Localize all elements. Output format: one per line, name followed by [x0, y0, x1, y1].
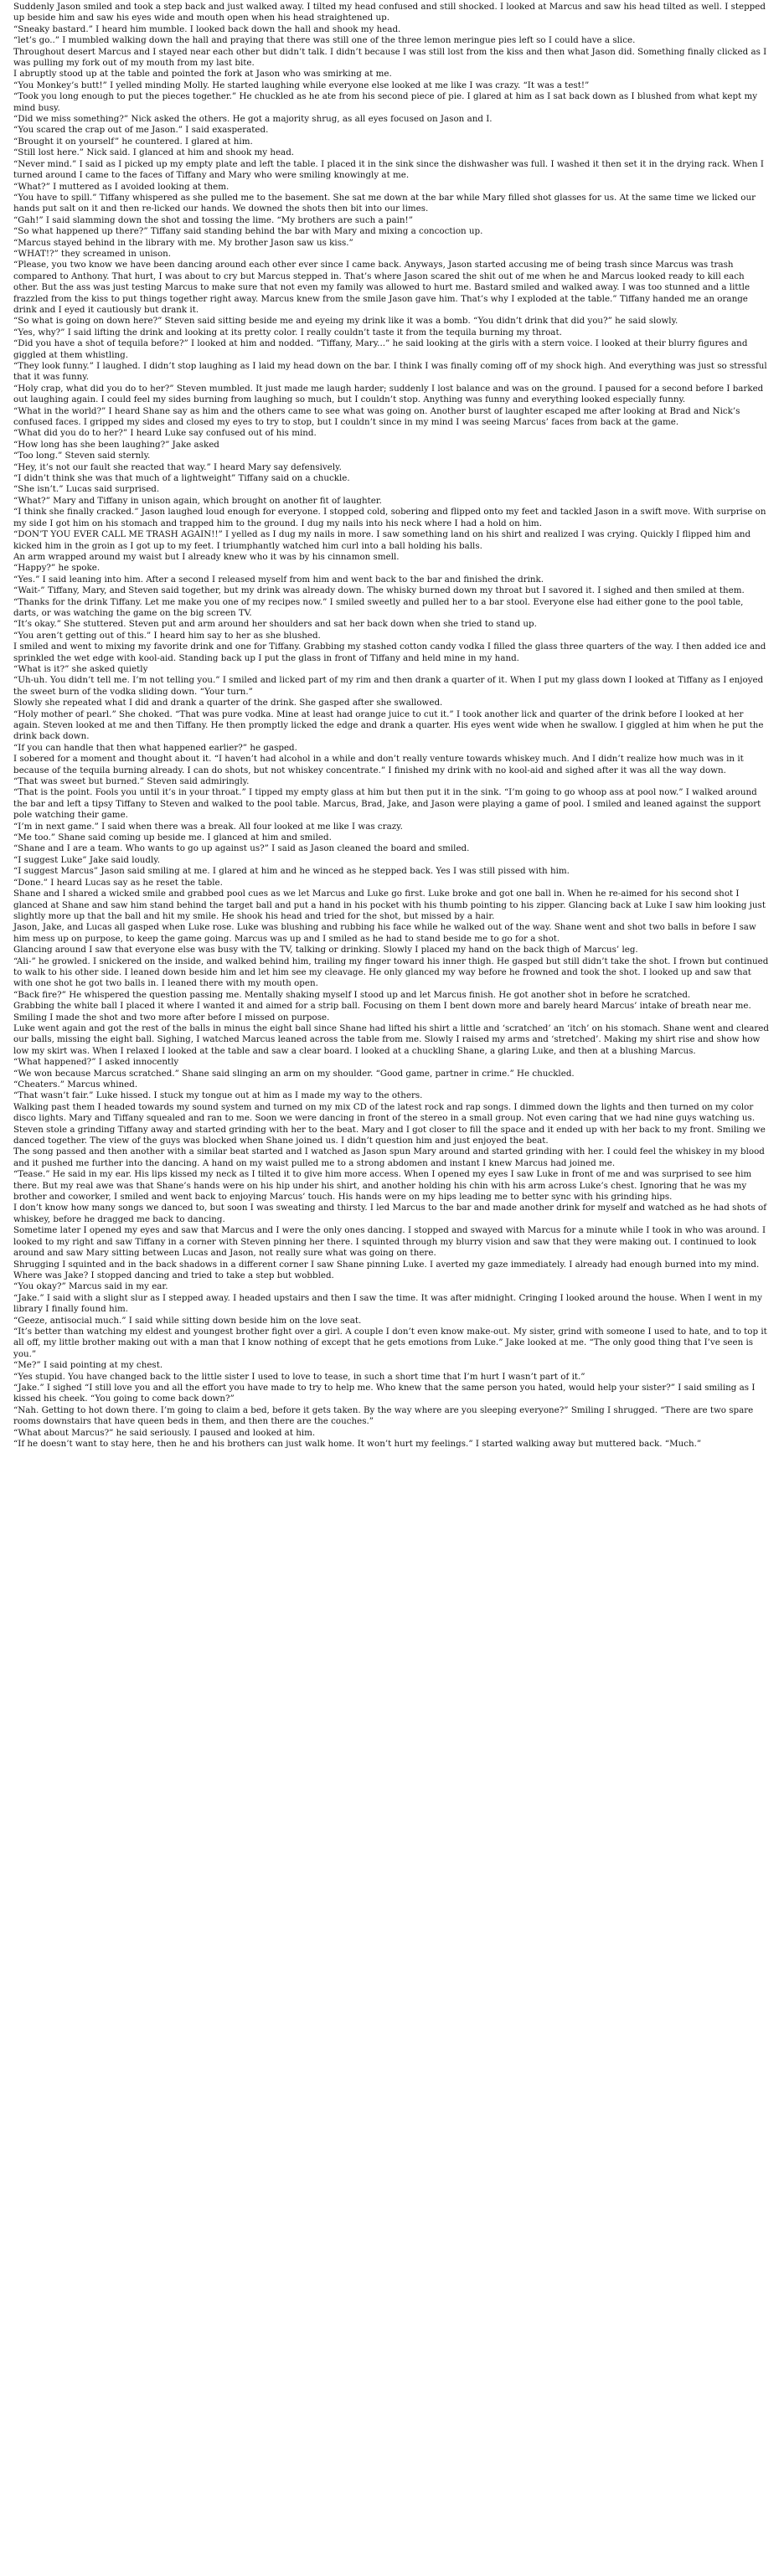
paragraph: “Back fire?” He whispered the question passing me. Mentally shaking myself I stood up and let Marcus finish. He got another shot in before he scratched.	[13, 989, 691, 1000]
paragraph: “Geeze, antisocial much.” I said while sitting down beside him on the love seat.	[13, 1315, 362, 1326]
paragraph: “Shane and I are a team. Who wants to go up against us?” I said as Jason cleaned the board and smiled.	[13, 843, 470, 854]
paragraph: “Thanks for the drink Tiffany. Let me make you one of my recipes now.” I smiled sweetly and pulled her to a bar stool. Everyone else had either gone to the pool table, darts, or was watching the game on the big screen TV.	[13, 596, 744, 618]
paragraph: “Hey, it’s not our fault she reacted that way.” I heard Mary say defensively.	[13, 461, 342, 472]
paragraph: “Nah. Getting to hot down there. I’m going to claim a bed, before it gets taken. By the way where are you sleeping everyone?” Smiling I shrugged. “There are two spare rooms downstairs that have queen beds in them, and then there are the couches.”	[13, 1404, 754, 1427]
paragraph: I abruptly stood up at the table and pointed the fork at Jason who was smirking at me.	[13, 69, 392, 80]
paragraph: Jason, Jake, and Lucas all gasped when Luke rose. Luke was blushing and rubbing his face while he walked out of the way. Shane went and shot two balls in before I saw him mess up on purpose, to keep the game going. Marcus was up and I smiled as he had to stand beside me to go for a shot.	[13, 922, 756, 944]
paragraph: “I think she finally cracked.” Jason laughed loud enough for everyone. I stopped cold, sobering and flipped onto my feet and tackled Jason in a swift move. With surprise on my side I got him on his stomach and trapped him to the ground. I dug my nails into his neck where I had a hold on him.	[13, 507, 766, 528]
paragraph: “I didn’t think she was that much of a lightweight” Tiffany said on a chuckle.	[13, 473, 350, 484]
paragraph: “What happened?” I asked innocently	[13, 1057, 179, 1068]
paragraph: Throughout desert Marcus and I stayed near each other but didn’t talk. I didn’t because I was still lost from the kiss and then what Jason did. Something finally clicked as I was pulling my fork out of my mouth from my last bite.	[13, 46, 767, 69]
paragraph: “Wait-” Tiffany, Mary, and Steven said together, but my drink was already down. The whisky burned down my throat but I savored it. I sighed and then smiled at them.	[13, 585, 745, 596]
paragraph: “Brought it on yourself” he countered. I glared at him.	[13, 136, 253, 147]
paragraph: “Never mind.” I said as I picked up my empty plate and left the table. I placed it in the sink since the dishwasher was full. I washed it then set it in the drying rack. When I turned around I came to the faces of Tiffany and Mary who were smiling knowingly at me.	[13, 158, 764, 181]
paragraph: “Sneaky bastard.” I heard him mumble. I looked back down the hall and shook my head.	[13, 23, 401, 34]
paragraph: Shane and I shared a wicked smile and grabbed pool cues as we let Marcus and Luke go first. Luke broke and got one ball in. When he re-aimed for his second shot I glanced at Shane and saw him stand behind the target ball and put a hand in his pocket with his thumb pointing to his zipper. Glancing back at Luke I saw him looking just slightly more up that the ball and hit my smile. He shook his head and tried for the shot, but missed by a hair.	[13, 889, 766, 921]
paragraph: “Yes.” I said leaning into him. After a second I released myself from him and went back to the bar and finished the drink.	[13, 574, 544, 585]
paragraph: “Did you have a shot of tequila before?” I looked at him and nodded. “Tiffany, Mary...” he said looking at the girls with a stern voice. I looked at their blurry figures and giggled at them whistling.	[13, 338, 748, 360]
paragraph: “We won because Marcus scratched.” Shane said slinging an arm on my shoulder. “Good game, partner in crime.” He chuckled.	[13, 1068, 575, 1079]
paragraph: The song passed and then another with a similar beat started and I watched as Jason spun Mary around and started grinding with her. I could feel the whiskey in my blood and it pushed me further into the dancing. A hand on my waist pulled me to a strong abdomen and instant I knew Marcus had joined me.	[13, 1146, 765, 1168]
paragraph: “Did we miss something?” Nick asked the others. He got a majority shrug, as all eyes focused on Jason and I.	[13, 114, 493, 125]
paragraph: “Gah!” I said slamming down the shot and tossing the lime. “My brothers are such a pain!”	[13, 214, 413, 225]
paragraph: “What about Marcus?” he said seriously. I paused and looked at him.	[13, 1427, 316, 1438]
paragraph: “I’m in next game.” I said when there was a break. All four looked at me like I was crazy.	[13, 821, 403, 832]
paragraph: “You okay?” Marcus said in my ear.	[13, 1281, 168, 1292]
paragraph: “I suggest Marcus” Jason said smiling at me. I glared at him and he winced as he stepped back. Yes I was still pissed with him.	[13, 866, 570, 877]
paragraph: I don’t know how many songs we danced to, but soon I was sweating and thirsty. I led Marcus to the bar and made another drink for myself and watched as he had shots of whiskey, before he dragged me back to dancing.	[13, 1203, 767, 1224]
paragraph: Grabbing the white ball I placed it where I wanted it and aimed for a strip ball. Focusing on them I bent down more and barely heard Marcus’ intake of breath near me. Smiling I made the shot and two more after before I missed on purpose.	[13, 1001, 751, 1023]
paragraph: “Marcus stayed behind in the library with me. My brother Jason saw us kiss.”	[13, 237, 353, 248]
paragraph: Glancing around I saw that everyone else was busy with the TV, talking or drinking. Slowly I placed my hand on the back thigh of Marcus’ leg.	[13, 945, 638, 956]
paragraph: “She isn’t.” Lucas said surprised.	[13, 484, 160, 495]
paragraph: “Me too.” Shane said coming up beside me. I glanced at him and smiled.	[13, 832, 332, 843]
paragraph: Sometime later I opened my eyes and saw that Marcus and I were the only ones dancing. I stopped and swayed with Marcus for a minute while I took in who was around. I looked to my right and saw Tiffany in a corner with Steven pinning her there. I squinted through my blurry vision and saw that they were making out. I continued to look around and saw Mary sitting between Lucas and Jason, not really sure what was going on there.	[13, 1225, 766, 1259]
paragraph: “They look funny.” I laughed. I didn’t stop laughing as I laid my head down on the bar. I think I was finally coming off of my shock high. And everything was just so stressful that it was funny.	[13, 361, 767, 383]
paragraph: “You aren’t getting out of this.” I heard him say to her as she blushed.	[13, 630, 321, 641]
paragraph: “Took you long enough to put the pieces together.” He chuckled as he ate from his second piece of pie. I glared at him as I sat back down as I blushed from what kept my mind busy.	[13, 91, 758, 113]
paragraph: “Holy crap, what did you do to her?” Steven mumbled. It just made me laugh harder; suddenly I lost balance and was on the ground. I paused for a second before I barked out laughing again. I could feel my sides burning from laughing so much, but I couldn’t stop. Anything was funny and everything looked especially funny.	[13, 383, 764, 405]
paragraph: “What did you do to her?” I heard Luke say confused out of his mind.	[13, 428, 317, 439]
paragraph: I smiled and went to mixing my favorite drink and one for Tiffany. Grabbing my stashed cotton candy vodka I filled the glass three quarters of the way. I then added ice and sprinkled the wet edge with kool-aid. Standing back up I put the glass in front of Tiffany and held mine in my hand.	[13, 641, 766, 663]
paragraph: “Ali-” he growled. I snickered on the inside, and walked behind him, trailing my finger toward his inner thigh. He gasped but still didn’t take the shot. I frown but continued to walk to his other side. I leaned down beside him and let him see my cleavage. He only glanced my way before he frowned and took the shot. I looked up and saw that with one shot he got two balls in. I leaned there with my mouth open.	[13, 956, 769, 989]
paragraph: “That was sweet but burned.” Steven said admiringly.	[13, 776, 250, 787]
paragraph: “It’s better than watching my eldest and youngest brother fight over a girl. A couple I don’t even know make-out. My sister, grind with someone I used to hate, and to top it all off, my little brother making out with a man that I know nothing of except that he gets emotions from Luke.” Jake looked at me. “The only good thing that I’ve seen is you.”	[13, 1326, 767, 1359]
paragraph: “What?” I muttered as I avoided looking at them.	[13, 181, 230, 192]
paragraph: “What?” Mary and Tiffany in unison again, which brought on another fit of laughter.	[13, 495, 382, 506]
paragraph: “What in the world?” I heard Shane say as him and the others came to see what was going on. Another burst of laughter escaped me after looking at Brad and Nick’s confused faces. I gripped my sides and closed my eyes to try to stop, but I couldn’t since in my mind I was seeing Marcus’ faces from back at the game.	[13, 405, 740, 428]
paragraph: “So what is going on down here?” Steven said sitting beside me and eyeing my drink like it was a bomb. “You didn’t drink that did you?” he said slowly.	[13, 316, 678, 327]
paragraph: “You scared the crap out of me Jason.” I said exasperated.	[13, 125, 269, 136]
paragraph: “I suggest Luke” Jake said loudly.	[13, 854, 161, 865]
paragraph: “If you can handle that then what happened earlier?” he gasped.	[13, 742, 297, 753]
paragraph: “Yes, why?” I said lifting the drink and looking at its pretty color. I really couldn’t taste it from the tequila burning my throat.	[13, 327, 562, 337]
paragraph: “You have to spill.” Tiffany whispered as she pulled me to the basement. She sat me down at the bar while Mary filled shot glasses for us. At the same time we licked our hands put salt on it and then re-licked our hands. We downed the shots then bit into our limes.	[13, 192, 756, 214]
paragraph: Luke went again and got the rest of the balls in minus the eight ball since Shane had lifted his shirt a little and ‘scratched’ an ‘itch’ on his stomach. Shane went and cleared our balls, missing the eight ball. Sighing, I watched Marcus leaned across the table from me. Slowly I raised my arms and ‘stretched’. Making my shirt rise and show how low my skirt was. When I relaxed I looked at the table and saw a clear board. I looked at a chuckling Shane, a glaring Luke, and then at a blushing Marcus.	[13, 1023, 769, 1056]
paragraph: Suddenly Jason smiled and took a step back and just walked away. I tilted my head confused and still shocked. I looked at Marcus and saw his head tilted as well. I stepped up beside him and saw his eyes wide and mouth open when his head straightened up.	[13, 2, 766, 23]
paragraph: “Please, you two know we have been dancing around each other ever since I came back. Anyways, Jason started accusing me of being trash since Marcus was trash compared to Anthony. That hurt, I was about to cry but Marcus stepped in. That’s where Jason scared the shit out of me when he and Marcus looked ready to kill each other. But the ass was just testing Marcus to make sure that not even my family was allowed to hurt me. Bastard smiled and walked away. I was too stunned and a little frazzled from the kiss to put things together right away. Marcus knew from the smile Jason gave him. That’s why I exploded at the table.” Tiffany handed me an orange drink and I eyed it cautiously but drank it.	[13, 260, 750, 315]
paragraph: Walking past them I headed towards my sound system and turned on my mix CD of the latest rock and rap songs. I dimmed down the lights and then turned on my color disco lights. Mary and Tiffany squealed and ran to me. Soon we were dancing in front of the stereo in a small group. Not even caring that we had nine guys watching us. Steven stole a grinding Tiffany away and started grinding with her to the beat. Mary and I got closer to fill the space and it ended up with her back to my front. Smiling we danced together. The view of the guys was blocked when Shane joined us. I didn’t question him and just enjoyed the beat.	[13, 1101, 766, 1146]
paragraph: “Too long.” Steven said sternly.	[13, 451, 151, 461]
paragraph: “Jake.” I sighed “I still love you and all the effort you have made to try to help me. Who knew that the same person you hated, would help your sister?” I said smiling as I kissed his cheek. “You going to come back down?”	[13, 1382, 756, 1404]
paragraph: “You Monkey’s butt!” I yelled minding Molly. He started laughing while everyone else looked at me like I was crazy. “It was a test!”	[13, 80, 590, 90]
paragraph: “If he doesn’t want to stay here, then he and his brothers can just walk home. It won’t hurt my feelings.” I started walking away but muttered back. “Much.”	[13, 1439, 702, 1449]
paragraph: “Cheaters.” Marcus whined.	[13, 1079, 138, 1090]
paragraph: I sobered for a moment and thought about it. “I haven’t had alcohol in a while and don’t really venture towards whiskey much. And I didn’t realize how much was in it because of the tequila burning already. I can do shots, but not whiskey concentrate.” I finished my drink with no kool-aid and sighed after it was all the way down.	[13, 754, 744, 775]
paragraph: “Uh-uh. You didn’t tell me. I’m not telling you.” I smiled and licked part of my rim and then drank a quarter of it. When I put my glass down I looked at Tiffany as I enjoyed the sweet burn of the vodka sliding down. “Your turn.”	[13, 675, 764, 697]
paragraph: “Done.” I heard Lucas say as he reset the table.	[13, 877, 223, 888]
paragraph: Slowly she repeated what I did and drank a quarter of the drink. She gasped after she swallowed.	[13, 698, 443, 708]
paragraph: “Holy mother of pearl.” She choked. “That was pure vodka. Mine at least had orange juice to cut it.” I took another lick and quarter of the drink before I looked at her again. Steven looked at me and then Tiffany. He then promptly licked the edge and drank a quarter. His eyes went wide when he swallow. I giggled at him when he put the drink back down.	[13, 708, 764, 742]
paragraph: Shrugging I squinted and in the back shadows in a different corner I saw Shane pinning Luke. I averted my gaze immediately. I already had enough burned into my mind. Where was Jake? I stopped dancing and tried to take a step but wobbled.	[13, 1259, 760, 1280]
paragraph: “How long has she been laughing?” Jake asked	[13, 439, 219, 450]
paragraph: An arm wrapped around my waist but I already knew who it was by his cinnamon smell.	[13, 551, 400, 562]
paragraph: “Yes stupid. You have changed back to the little sister I used to love to tease, in such a short time that I’m hurt I wasn’t part of it.”	[13, 1371, 585, 1382]
paragraph: “What is it?” she asked quietly	[13, 663, 148, 674]
paragraph: “That is the point. Fools you until it’s in your throat.” I tipped my empty glass at him but then put it in the sink. “I’m going to go whoop ass at pool now.” I walked around the bar and left a tipsy Tiffany to Steven and walked to the pool table. Marcus, Brad, Jake, and Jason were playing a game of pool. I smiled and leaned against the support pole watching their game.	[13, 787, 761, 821]
paragraph: “Still lost here.” Nick said. I glanced at him and shook my head.	[13, 147, 295, 158]
paragraph: “Jake.” I said with a slight slur as I stepped away. I headed upstairs and then I saw the time. It was after midnight. Cringing I looked around the house. When I went in my library I finally found him.	[13, 1292, 762, 1315]
paragraph: “Me?” I said pointing at my chest.	[13, 1360, 163, 1371]
paragraph: “WHAT!?” they screamed in unison.	[13, 248, 172, 259]
paragraph: “That wasn’t fair.” Luke hissed. I stuck my tongue out at him as I made my way to the others.	[13, 1090, 423, 1101]
paragraph: “It’s okay.” She stuttered. Steven put and arm around her shoulders and sat her back down when she tried to stand up.	[13, 619, 537, 630]
paragraph: “Happy?” he spoke.	[13, 563, 101, 574]
paragraph: “Tease.” He said in my ear. His lips kissed my neck as I tilted it to give him more access. When I opened my eyes I saw Luke in front of me and was surprised to see him there. But my real awe was that Shane’s hands were on his hip under his shirt, and another holding his chin with his arm across Luke’s chest. Ignoring that he was my brother and coworker, I smiled and went back to enjoying Marcus’ touch. His hands were on my hips leading me to better sync with his grinding hips.	[13, 1169, 752, 1203]
paragraph: “let’s go..” I mumbled walking down the hall and praying that there was still one of the three lemon meringue pies left so I could have a slice.	[13, 35, 636, 46]
paragraph: “DON’T YOU EVER CALL ME TRASH AGAIN!!” I yelled as I dug my nails in more. I saw something land on his shirt and realized I was crying. Quickly I flipped him and kicked him in the groin as I got up to my feet. I triumphantly watched him curl into a ball holding his balls.	[13, 529, 751, 551]
paragraph: “So what happened up there?” Tiffany said standing behind the bar with Mary and mixing a concoction up.	[13, 226, 483, 237]
